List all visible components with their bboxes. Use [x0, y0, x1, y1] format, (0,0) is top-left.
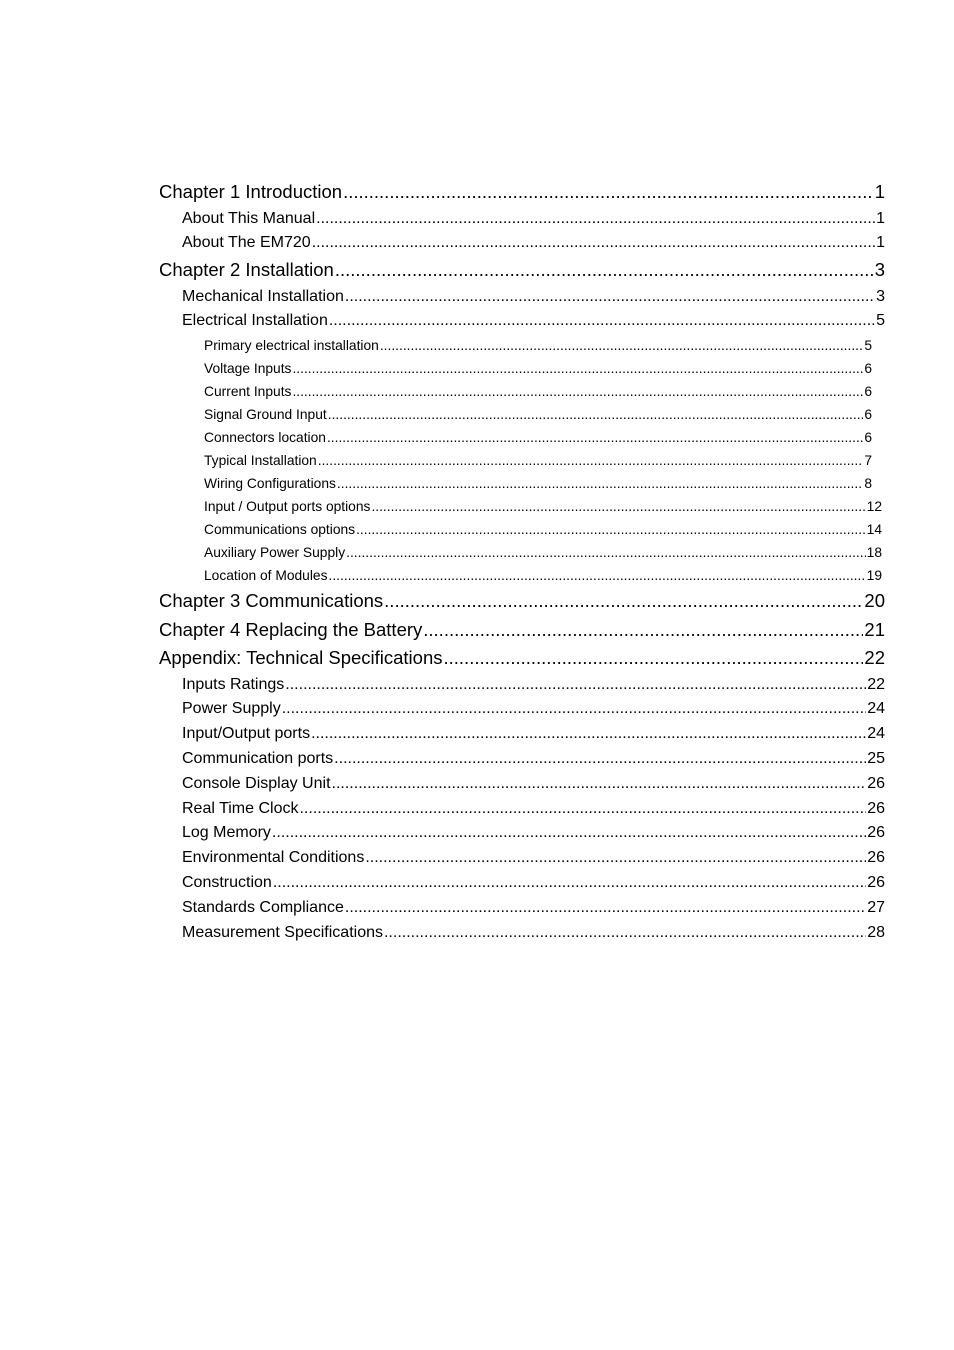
toc-entry-title: Voltage Inputs	[204, 361, 292, 377]
toc-entry[interactable]	[159, 472, 885, 495]
toc-page-number: 12	[866, 499, 882, 515]
toc-page-number: 6	[864, 430, 872, 446]
toc-entry-title: Connectors location	[204, 430, 326, 446]
toc-page-number: 25	[867, 750, 885, 768]
toc-entry-title: Appendix: Technical Specifications	[159, 647, 443, 669]
toc-entry-title: Communication ports	[182, 750, 334, 768]
toc-page-number: 22	[867, 675, 885, 693]
toc-entry-title: Typical Installation	[204, 453, 317, 469]
toc-entry-title: Mechanical Installation	[182, 287, 344, 305]
toc-entry[interactable]	[159, 896, 885, 921]
toc-page-number: 5	[876, 312, 885, 330]
toc-dot-leader	[345, 285, 875, 310]
toc-dot-leader	[329, 564, 866, 587]
toc-page-number: 21	[864, 618, 885, 640]
toc-entry-title: Standards Compliance	[182, 898, 344, 916]
toc-entry-title: About This Manual	[182, 209, 316, 227]
toc-page-number: 3	[876, 287, 885, 305]
toc-entry-title: Location of Modules	[204, 568, 328, 584]
toc-entry[interactable]	[159, 747, 885, 772]
toc-entry[interactable]	[159, 231, 885, 256]
toc-dot-leader	[384, 587, 863, 616]
toc-entry[interactable]	[159, 921, 885, 946]
toc-entry[interactable]	[159, 673, 885, 698]
toc-page-number: 1	[876, 234, 885, 252]
toc-entry[interactable]	[159, 309, 885, 334]
toc-entry-title: Current Inputs	[204, 384, 292, 400]
toc-dot-leader	[327, 426, 863, 449]
toc-page-number: 26	[867, 799, 885, 817]
toc-entry-title: Chapter 2 Installation	[159, 259, 334, 281]
toc-dot-leader	[346, 541, 866, 564]
toc-entry[interactable]	[159, 722, 885, 747]
toc-chapter-entry[interactable]	[159, 616, 885, 645]
toc-dot-leader	[328, 403, 864, 426]
toc-page-number: 1	[876, 209, 885, 227]
toc-entry-title: Signal Ground Input	[204, 407, 327, 423]
toc-dot-leader	[380, 334, 863, 357]
toc-page-number: 14	[866, 522, 882, 538]
toc-dot-leader	[334, 747, 866, 772]
toc-entry-title: Real Time Clock	[182, 799, 299, 817]
toc-dot-leader	[273, 871, 866, 896]
toc-page-number: 26	[867, 774, 885, 792]
toc-page-number: 26	[867, 874, 885, 892]
toc-entry-title: Auxiliary Power Supply	[204, 545, 346, 561]
toc-entry-title: Input/Output ports	[182, 725, 311, 743]
toc-entry[interactable]	[159, 495, 885, 518]
toc-dot-leader	[444, 644, 864, 673]
toc-dot-leader	[299, 797, 866, 822]
toc-entry[interactable]	[159, 772, 885, 797]
toc-entry-title: Inputs Ratings	[182, 675, 285, 693]
toc-page-number: 3	[874, 259, 885, 281]
toc-entry[interactable]	[159, 380, 885, 403]
toc-page-number: 20	[864, 590, 885, 612]
toc-entry-title: Primary electrical installation	[204, 338, 379, 354]
toc-page-number: 27	[867, 898, 885, 916]
toc-entry-title: About The EM720	[182, 234, 311, 252]
toc-page-number: 6	[864, 407, 872, 423]
toc-page-number: 7	[864, 453, 872, 469]
toc-entry-title: Communications options	[204, 522, 356, 538]
toc-page-number: 6	[864, 361, 872, 377]
toc-page-number: 26	[867, 849, 885, 867]
toc-entry[interactable]	[159, 285, 885, 310]
toc-dot-leader	[343, 178, 874, 207]
toc-dot-leader	[384, 921, 866, 946]
toc-entry[interactable]	[159, 334, 885, 357]
toc-entry-title: Chapter 3 Communications	[159, 590, 384, 612]
toc-chapter-entry[interactable]	[159, 587, 885, 616]
toc-dot-leader	[371, 495, 865, 518]
toc-page-number: 6	[864, 384, 872, 400]
toc-dot-leader	[292, 357, 863, 380]
table-of-contents	[159, 178, 885, 945]
toc-page-number: 26	[867, 824, 885, 842]
toc-entry-title: Electrical Installation	[182, 312, 328, 330]
toc-entry-title: Power Supply	[182, 700, 281, 718]
toc-entry-title: Construction	[182, 874, 272, 892]
toc-dot-leader	[356, 518, 866, 541]
toc-entry[interactable]	[159, 821, 885, 846]
toc-dot-leader	[423, 616, 863, 645]
toc-dot-leader	[332, 772, 867, 797]
toc-entry-title: Measurement Specifications	[182, 923, 383, 941]
toc-page-number: 18	[866, 545, 882, 561]
toc-dot-leader	[312, 231, 875, 256]
toc-entry-title: Console Display Unit	[182, 774, 331, 792]
toc-page-number: 19	[866, 568, 882, 584]
toc-dot-leader	[272, 821, 866, 846]
toc-page-number: 1	[874, 181, 885, 202]
toc-page-number: 22	[864, 647, 885, 669]
toc-entry[interactable]	[159, 426, 885, 449]
toc-page-number: 5	[864, 338, 872, 354]
toc-entry[interactable]	[159, 541, 885, 564]
toc-entry[interactable]	[159, 564, 885, 587]
toc-dot-leader	[318, 449, 864, 472]
toc-dot-leader	[316, 207, 875, 232]
toc-dot-leader	[345, 896, 866, 921]
toc-dot-leader	[292, 380, 863, 403]
toc-chapter-entry[interactable]	[159, 256, 885, 285]
toc-dot-leader	[337, 472, 863, 495]
toc-dot-leader	[335, 256, 874, 285]
toc-dot-leader	[282, 697, 866, 722]
toc-entry[interactable]	[159, 846, 885, 871]
toc-chapter-entry[interactable]	[159, 644, 885, 673]
toc-page-number: 24	[867, 700, 885, 718]
toc-page-number: 28	[867, 923, 885, 941]
toc-entry[interactable]	[159, 403, 885, 426]
toc-entry[interactable]	[159, 207, 885, 232]
toc-chapter-entry[interactable]	[159, 178, 885, 207]
toc-entry[interactable]	[159, 449, 885, 472]
toc-entry-title: Log Memory	[182, 824, 271, 842]
toc-entry-title: Wiring Configurations	[204, 476, 336, 492]
toc-entry-title: Environmental Conditions	[182, 849, 365, 867]
toc-entry[interactable]	[159, 871, 885, 896]
toc-entry[interactable]	[159, 357, 885, 380]
toc-dot-leader	[365, 846, 866, 871]
toc-page-number: 8	[864, 476, 872, 492]
toc-entry[interactable]	[159, 697, 885, 722]
toc-entry[interactable]	[159, 518, 885, 541]
toc-dot-leader	[311, 722, 866, 747]
toc-page-number: 24	[867, 725, 885, 743]
toc-entry[interactable]	[159, 797, 885, 822]
toc-dot-leader	[329, 309, 875, 334]
toc-entry-title: Chapter 1 Introduction	[159, 181, 343, 202]
toc-entry-title: Chapter 4 Replacing the Battery	[159, 618, 423, 640]
toc-entry-title: Input / Output ports options	[204, 499, 371, 515]
toc-dot-leader	[285, 673, 866, 698]
